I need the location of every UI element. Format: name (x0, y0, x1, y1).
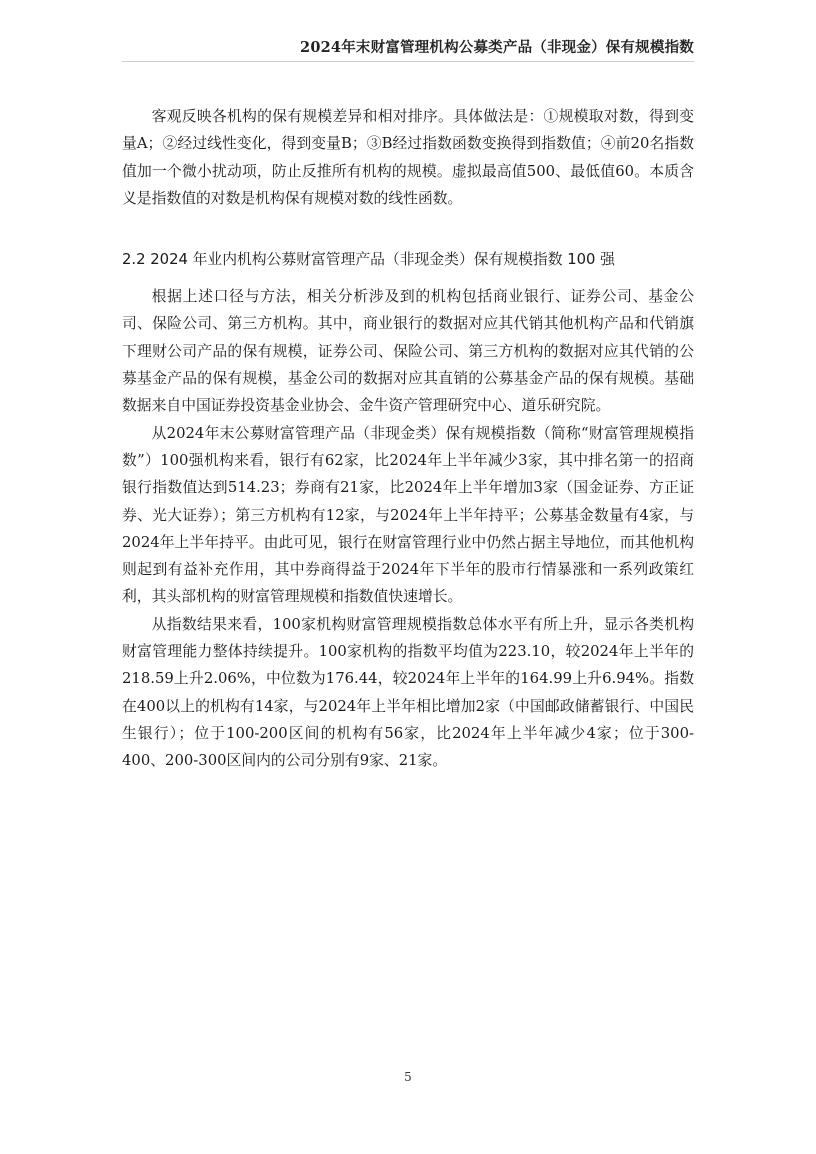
spacer (122, 212, 694, 246)
header-divider (122, 61, 694, 62)
paragraph-index-results: 从指数结果来看，100家机构财富管理规模指数总体水平有所上升，显示各类机构财富管理能力整体持续提升。100家机构的指数平均值为223.10，较2024年上半年的218.59上升2.06%，中位数为176.44，较2024年上半年的164.99上升6.94%。指数在400以上的机构有14家，与2024年上半年相比增加2家（中国邮政储蓄银行、中国民生银行）；位于100-200区间的机构有56家，比2024年上半年减少4家；位于300-400、200-300区间内的公司分别有9家、21家。 (122, 615, 694, 770)
page-number: 5 (404, 1070, 412, 1084)
paragraph-index-method: 客观反映各机构的保有规模差异和相对排序。具体做法是：①规模取对数，得到变量A；②经过线性变化，得到变量B；③B经过指数函数变换得到指数值；④前20名指数值加一个微小扰动项，防止反推所有机构的规模。虚拟最高值500、最低值60。本质含义是指数值的对数是机构保有规模对数的线性函数。 (122, 108, 694, 207)
paragraph-top100-composition: 从2024年末公募财富管理产品（非现金类）保有规模指数（简称“财富管理规模指数”）100强机构来看，银行有62家，比2024年上半年减少3家，其中排名第一的招商银行指数值达到514.23；券商有21家，比2024年上半年增加3家（国金证券、方正证券、光大证券）；第三方机构有12家，与2024年上半年持平；公募基金数量有4家，与2024年上半年持平。由此可见，银行在财富管理行业中仍然占据主导地位，而其他机构则起到有益补充作用，其中券商得益于2024年下半年的股市行情暴涨和一系列政策红利，其头部机构的财富管理规模和指数值快速增长。 (122, 424, 694, 606)
section-heading: 2.2 2024 年业内机构公募财富管理产品（非现金类）保有规模指数 100 强 (122, 251, 615, 269)
document-body (122, 103, 694, 775)
running-header-title: 2024年末财富管理机构公募类产品（非现金）保有规模指数 (300, 39, 694, 56)
spacer (122, 273, 694, 283)
paragraph-data-scope: 根据上述口径与方法，相关分析涉及到的机构包括商业银行、证券公司、基金公司、保险公司、第三方机构。其中，商业银行的数据对应其代销其他机构产品和代销旗下理财公司产品的保有规模，证券公司、保险公司、第三方机构的数据对应其代销的公募基金产品的保有规模，基金公司的数据对应其直销的公募基金产品的保有规模。基础数据来自中国证券投资基金业协会、金牛资产管理研究中心、道乐研究院。 (122, 288, 694, 415)
